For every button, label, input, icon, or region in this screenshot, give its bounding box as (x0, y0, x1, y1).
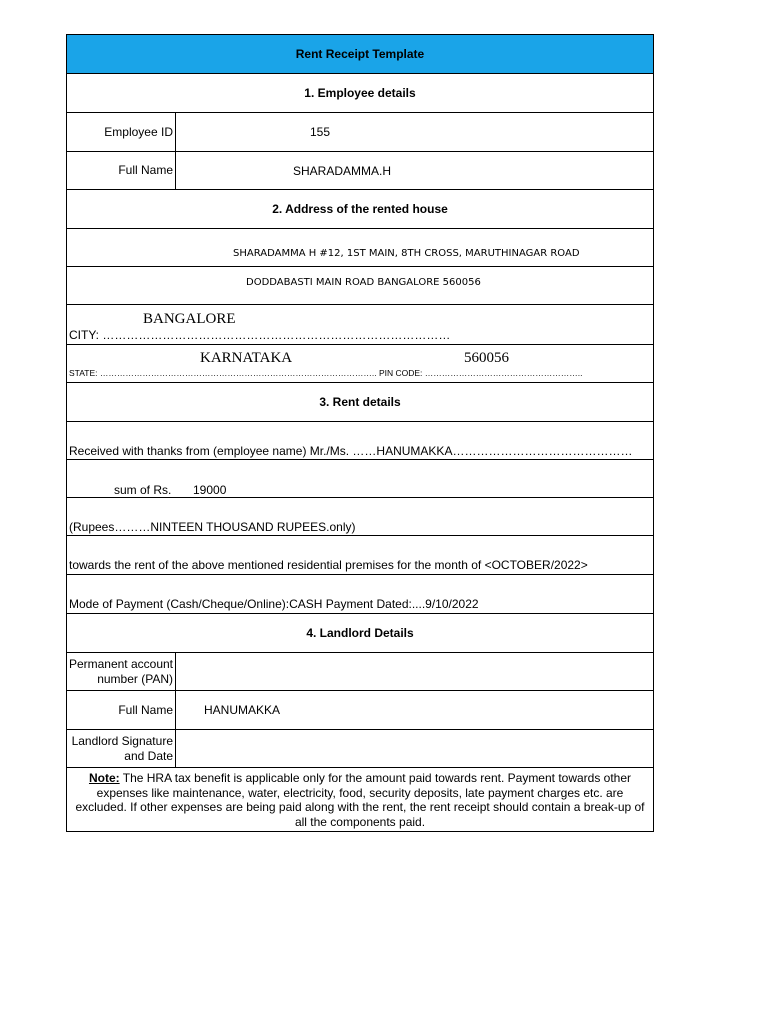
rent-section-header (67, 383, 653, 422)
landlord-name-label: Full Name (67, 691, 176, 729)
note-text: The HRA tax benefit is applicable only for the amount paid towards rent. Payment towards other expenses like maintenance, water, electricity, food, security deposits, late payment charges etc. are excluded. If other expenses are being paid along with the rent, the rent receipt should contain a break-up of all the components paid. (75, 771, 645, 829)
employee-name-row (67, 152, 653, 190)
rupees-row (67, 498, 653, 536)
rupees-text[interactable]: (Rupees………NINTEEN THOUSAND RUPEES.only) (69, 520, 356, 534)
sum-value[interactable]: 19000 (193, 483, 227, 497)
received-row (67, 422, 653, 460)
received-text[interactable]: Received with thanks from (employee name) Mr./Ms. ……HANUMAKKA……………………………………… (69, 444, 633, 458)
employee-name-label: Full Name (67, 152, 176, 189)
address-section-header (67, 190, 653, 229)
employee-id-value[interactable]: 155 (310, 125, 331, 139)
employee-id-row (67, 113, 653, 152)
city-row (67, 305, 653, 345)
address-line1[interactable]: SHARADAMMA H #12, 1ST MAIN, 8TH CROSS, MARUTHINAGAR ROAD (233, 248, 580, 259)
state-row (67, 345, 653, 383)
employee-name-value[interactable]: SHARADAMMA.H (293, 163, 392, 178)
sum-label: sum of Rs. (114, 483, 172, 497)
landlord-heading: 4. Landlord Details (306, 626, 414, 640)
receipt-title: Rent Receipt Template (295, 47, 425, 61)
note-row (67, 768, 653, 832)
sum-row (67, 460, 653, 498)
payment-mode-row (67, 575, 653, 614)
employee-id-label: Employee ID (67, 113, 176, 151)
address-line2[interactable]: DODDABASTI MAIN ROAD BANGALORE 560056 (246, 277, 481, 288)
city-label: CITY: …………………………………………………………………………… (69, 328, 451, 342)
towards-row (67, 536, 653, 575)
pan-row (67, 653, 653, 691)
state-pin-label: STATE: …………………………………………………………………………………….. PIN CODE: ……………………………………………….. (69, 368, 583, 378)
address-line2-row (67, 267, 653, 305)
pan-label: Permanent account number (PAN) (67, 653, 176, 690)
landlord-name-value[interactable]: HANUMAKKA (204, 703, 281, 717)
landlord-signature-row (67, 730, 653, 768)
employee-section-header (67, 74, 653, 113)
rent-heading: 3. Rent details (319, 395, 401, 409)
landlord-section-header (67, 614, 653, 653)
address-heading: 2. Address of the rented house (272, 202, 448, 216)
note-label: Note: (88, 771, 120, 785)
rent-receipt-sheet (66, 34, 654, 832)
landlord-name-row (67, 691, 653, 730)
city-value[interactable]: BANGALORE (143, 311, 236, 327)
state-value[interactable]: KARNATAKA (200, 350, 293, 366)
receipt-title-row (67, 34, 653, 74)
landlord-signature-label: Landlord Signature and Date (67, 730, 176, 767)
payment-mode-text[interactable]: Mode of Payment (Cash/Cheque/Online):CASH Payment Dated:....9/10/2022 (69, 597, 479, 611)
towards-text[interactable]: towards the rent of the above mentioned residential premises for the month of <OCTOBER/2022> (69, 558, 588, 572)
employee-heading: 1. Employee details (304, 86, 416, 100)
pin-value[interactable]: 560056 (464, 350, 509, 366)
